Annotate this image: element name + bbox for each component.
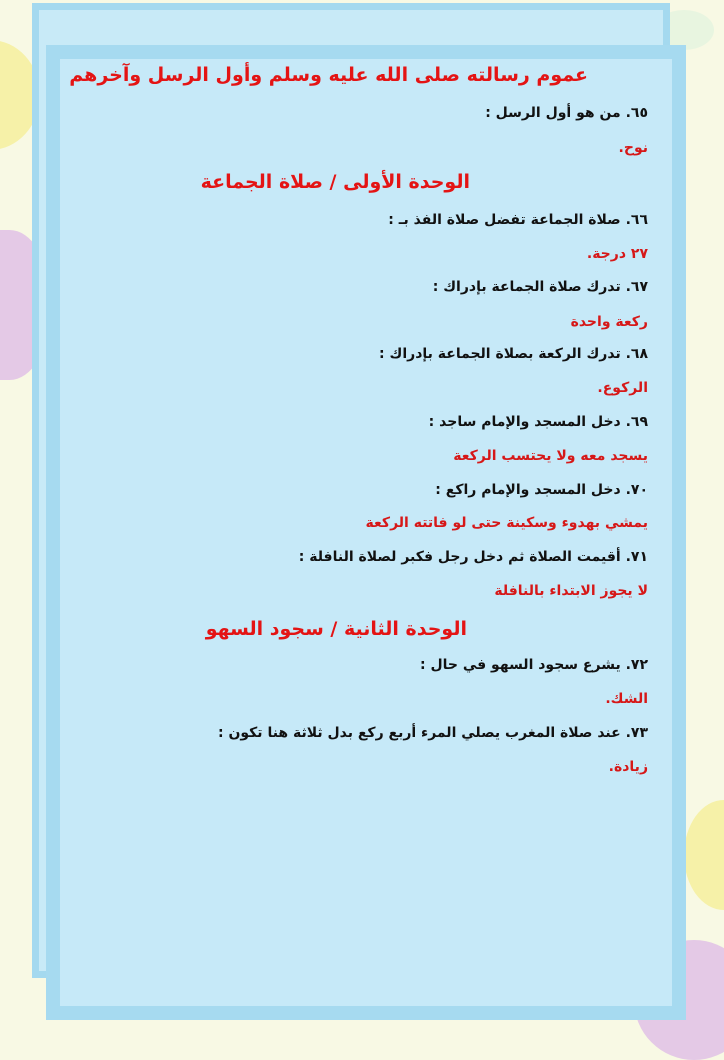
question-73: ٧٣. عند صلاة المغرب يصلي المرء أربع ركع بدل ثلاثة هنا تكون : [217, 725, 648, 741]
question-65: ٦٥. من هو أول الرسل : [485, 105, 648, 121]
question-71: ٧١. أقيمت الصلاة ثم دخل رجل فكبر لصلاة النافلة : [298, 549, 648, 565]
answer-66: ٢٧ درجة. [586, 246, 648, 262]
answer-65: نوح. [618, 140, 648, 156]
answer-70: يمشي بهدوء وسكينة حتى لو فاتته الركعة [365, 515, 648, 531]
question-67: ٦٧. تدرك صلاة الجماعة بإدراك : [432, 279, 648, 295]
question-66: ٦٦. صلاة الجماعة تفضل صلاة الفذ بـ : [388, 212, 648, 228]
answer-73: زيادة. [608, 759, 648, 775]
decorative-blob [684, 800, 724, 910]
answer-72: الشك. [605, 691, 648, 707]
answer-71: لا يجوز الابتداء بالنافلة [494, 583, 648, 599]
question-68: ٦٨. تدرك الركعة بصلاة الجماعة بإدراك : [379, 346, 648, 362]
answer-69: يسجد معه ولا يحتسب الركعة [453, 448, 648, 464]
question-70: ٧٠. دخل المسجد والإمام راكع : [435, 482, 648, 498]
section-heading-jamaah: الوحدة الأولى / صلاة الجماعة [200, 171, 470, 193]
section-heading-sahw: الوحدة الثانية / سجود السهو [205, 618, 467, 640]
answer-68: الركوع. [597, 380, 648, 396]
page-title: عموم رسالته صلى الله عليه وسلم وأول الرسل وآخرهم [69, 64, 588, 86]
question-72: ٧٢. يشرع سجود السهو في حال : [420, 657, 648, 673]
question-69: ٦٩. دخل المسجد والإمام ساجد : [428, 414, 648, 430]
answer-67: ركعة واحدة [570, 314, 648, 330]
